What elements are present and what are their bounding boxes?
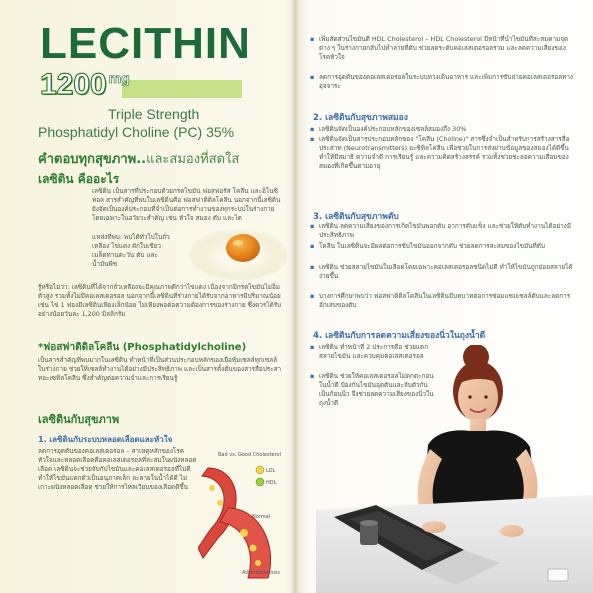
atherosclerosis-label: Atherosclerosis — [242, 570, 280, 576]
dose-highlight-bar — [122, 80, 242, 98]
cardio-subheading: 1. เลซิตินกับระบบหลอดเลือดและหัวใจ — [38, 435, 173, 444]
gallstone-section-heading: 4. เลซิตินกับการลดความเสี่ยงของนิ่วในถุงน้ำดี — [313, 331, 486, 341]
phosphatidylcholine-paragraph: เป็นสารสำคัญที่พบมากในเลซิติน ทำหน้าที่เป็นส่วนประกอบหลักของเยื่อหุ้มเซลล์ทุกเซลล์ในร่างกาย ช่วยให้เซลล์ทำงานได้อย่างมีประสิทธิภาพ และเป็นสารตั้งต้นของสารสื่อประสาทอะเซทิลโคลีน ซึ่งสำคัญต่อความจำและการเรียนรู้ — [38, 356, 282, 382]
cardio-paragraph: ลดการอุดตันของคอเลสเตอรอล – สาเหตุหลักของโรคหัวใจและหลอดเลือดคือคอเลสเตอรอลที่สะสมในผนังหลอดเลือด เลซิตินจะช่วยจับกับไขมันและคอเลสเตอรอลที่ไม่ดี ทำให้ไขมันแตกตัวเป็นอนุภาคเล็ก ละลายในน้ำได้ดี ไม่เกาะผนังหลอดเลือด ช่วยให้การไหลเวียนของเลือดดีขึ้น — [38, 447, 197, 491]
ldl-particle — [255, 560, 261, 566]
hdl-legend-dot — [256, 478, 264, 486]
what-is-lecithin-heading: เลซิติน คืออะไร — [38, 172, 120, 186]
dose-unit: mg — [108, 70, 130, 86]
page-spine — [291, 0, 299, 593]
ldl-label: LDL — [266, 468, 276, 474]
bullet-gallstone-1: ▪ เลซิติน ทำหน้าที่ 2 ประการคือ ช่วยแตกสลายไขมัน และควบคุมคอเลสเตอรอล — [319, 343, 437, 361]
intro-paragraph: เลซิติน เป็นสารที่ประกอบด้วยกรดไขมัน ฟอสฟอรัส โคลีน และอิโนซิทอล สารสำคัญที่พบในเลซิตินคือ ฟอสฟาติดิลโคลีน นอกจากนี้เลซิตินยังจัดเป็นองค์ประกอบที่จำเป็นต่อการทำงานของทุกระบบในร่างกาย โดยเฉพาะในอวัยวะสำคัญ เช่น หัวใจ สมอง ตับ และไต — [92, 187, 281, 222]
sources-paragraph: แหล่งที่พบ: พบได้ทั่วไปในถั่วเหลือง ไข่แดง ผักใบเขียว เมล็ดทานตะวัน ตับ และน้ำมันพืช — [92, 233, 170, 268]
coffee-mug — [360, 523, 378, 545]
dose-badge — [40, 70, 130, 100]
ldl-particle — [250, 545, 257, 552]
artery-illustration — [198, 448, 292, 580]
liver-section-heading: 3. เลซิตินกับสุขภาพตับ — [313, 212, 399, 222]
bullet-hdl: ▪ เพิ่มสัดส่วนไขมันดี HDL Cholesterol – HDL Cholesterol มีหน้าที่นำไขมันที่สะสมตามจุดต่าง ๆ ในร่างกายกลับไปทำลายที่ตับ ช่วยลดระดับคอเลสเตอรอลรวม และลดความเสี่ยงของโรคหัวใจ — [319, 35, 574, 62]
tagline-heading — [38, 148, 239, 169]
bullet-brain-2: ▪ เลซิตินจัดเป็นสารประกอบหลักของ "โคลีน (Choline)" สารซึ่งจำเป็นสำหรับการสร้างสารสื่อประสาท (Neurotransmitters) อะซิทิลโคลีน เพื่อช่วยในการส่งผ่านข้อมูลของสมองได้ดีขึ้น ทำให้มีสมาธิ ความจำดี การเรียนรู้ และความคิดสร้างสรรค์ รวมทั้งช่วยชะลอความเสื่อมของสมองที่เกิดขึ้นตามอายุ — [319, 135, 574, 171]
bullet-gallstone-2: ▪ เลซิติน ช่วยให้คอเลสเตอรอลไม่ตกตะกอนในน้ำดี ป้องกันไขมันอุดตันและจับตัวกันเป็นก้อนนิ่ว จึงช่วยลดความเสี่ยงของนิ่วในถุงน้ำดี — [319, 372, 437, 408]
subtitle-pc: Phosphatidyl Choline (PC) 35% — [38, 124, 235, 140]
bullet-cholesterol-digestion: ▪ ลดการอุดตันของคอเลสเตอรอลในระบบทางเดินอาหาร และเพิ่มการขับถ่ายคอเลสเตอรอลทางอุจจาระ — [319, 73, 574, 91]
phosphatidylcholine-heading: *ฟอสฟาติดิลโคลีน (Phosphatidylcholine) — [38, 342, 247, 353]
woman-at-laptop-photo — [316, 345, 593, 593]
ldl-particle — [209, 485, 215, 491]
hdl-label: HDL — [266, 480, 277, 486]
bullet-brain-1: ▪ เลซิตินจัดเป็นองค์ประกอบหลักของเซลล์สมองถึง 30% — [319, 125, 574, 134]
subtitle-strength: Triple Strength — [108, 106, 200, 122]
egg-yolk-image — [183, 212, 287, 282]
bullet-liver-3: ▪ เลซิติน ช่วยสลายไขมันในเลือดโดยเฉพาะคอเลสเตอรอลชนิดไม่ดี ทำให้ไขมันถูกย่อยสลายได้ง่ายขึ้น — [319, 263, 574, 281]
normal-label: Normal — [252, 514, 271, 520]
artery-caption: Bad vs. Good Cholesterol — [218, 452, 281, 458]
tagline-part-2: และสมองที่สดใส — [146, 152, 240, 167]
health-section-heading: เลซิตินกับสุขภาพ — [38, 413, 120, 426]
brain-section-heading: 2. เลซิตินกับสุขภาพสมอง — [313, 113, 408, 123]
bullet-liver-4: ▪ บางการศึกษาพบว่า ฟอสฟาติดิลโคลีนในเลซิตินมีบทบาทต่อการซ่อมแซมเซลล์ตับและลดการอักเสบของตับ — [319, 292, 574, 310]
ldl-particle — [240, 529, 248, 537]
product-title: LECITHIN — [40, 19, 251, 68]
smartphone — [548, 569, 568, 581]
bullet-liver-2: ▪ โคลีน ในเลซิตินจะมีผลต่อการขับไขมันออกจากตับ ช่วยลดการสะสมของไขมันที่ตับ — [319, 242, 574, 251]
did-you-know-paragraph: รู้หรือไม่ว่า: เลซิตินที่ได้จากถั่วเหลืองจะมีคุณภาพดีกว่าไข่แดง เนื่องจากมีกรดไขมันไม่อิ่มตัวสูง รวมทั้งไม่มีคอเลสเตอรอล นอกจากนี้เลซิตินที่ร่างกายได้รับจากอาหารมีปริมาณน้อย เช่น ไข่ 1 ฟองมีเลซิตินเพียงเล็กน้อย ไม่เพียงพอต่อความต้องการของร่างกาย ซึ่งควรได้รับอย่างน้อยวันละ 1,200 มิลลิกรัม — [38, 283, 282, 318]
ldl-particle — [217, 500, 223, 506]
dose-number: 1200 — [40, 68, 107, 101]
tagline-part-1: คำตอบทุกสุขภาพ.. — [38, 152, 147, 167]
bullet-liver-1: ▪ เลซิติน ลดความเสี่ยงของการเกิดไขมันพอกตับ อาการตับแข็ง และช่วยให้ตับทำงานได้อย่างมีประสิทธิภาพ — [319, 222, 574, 240]
ldl-legend-dot — [256, 466, 264, 474]
